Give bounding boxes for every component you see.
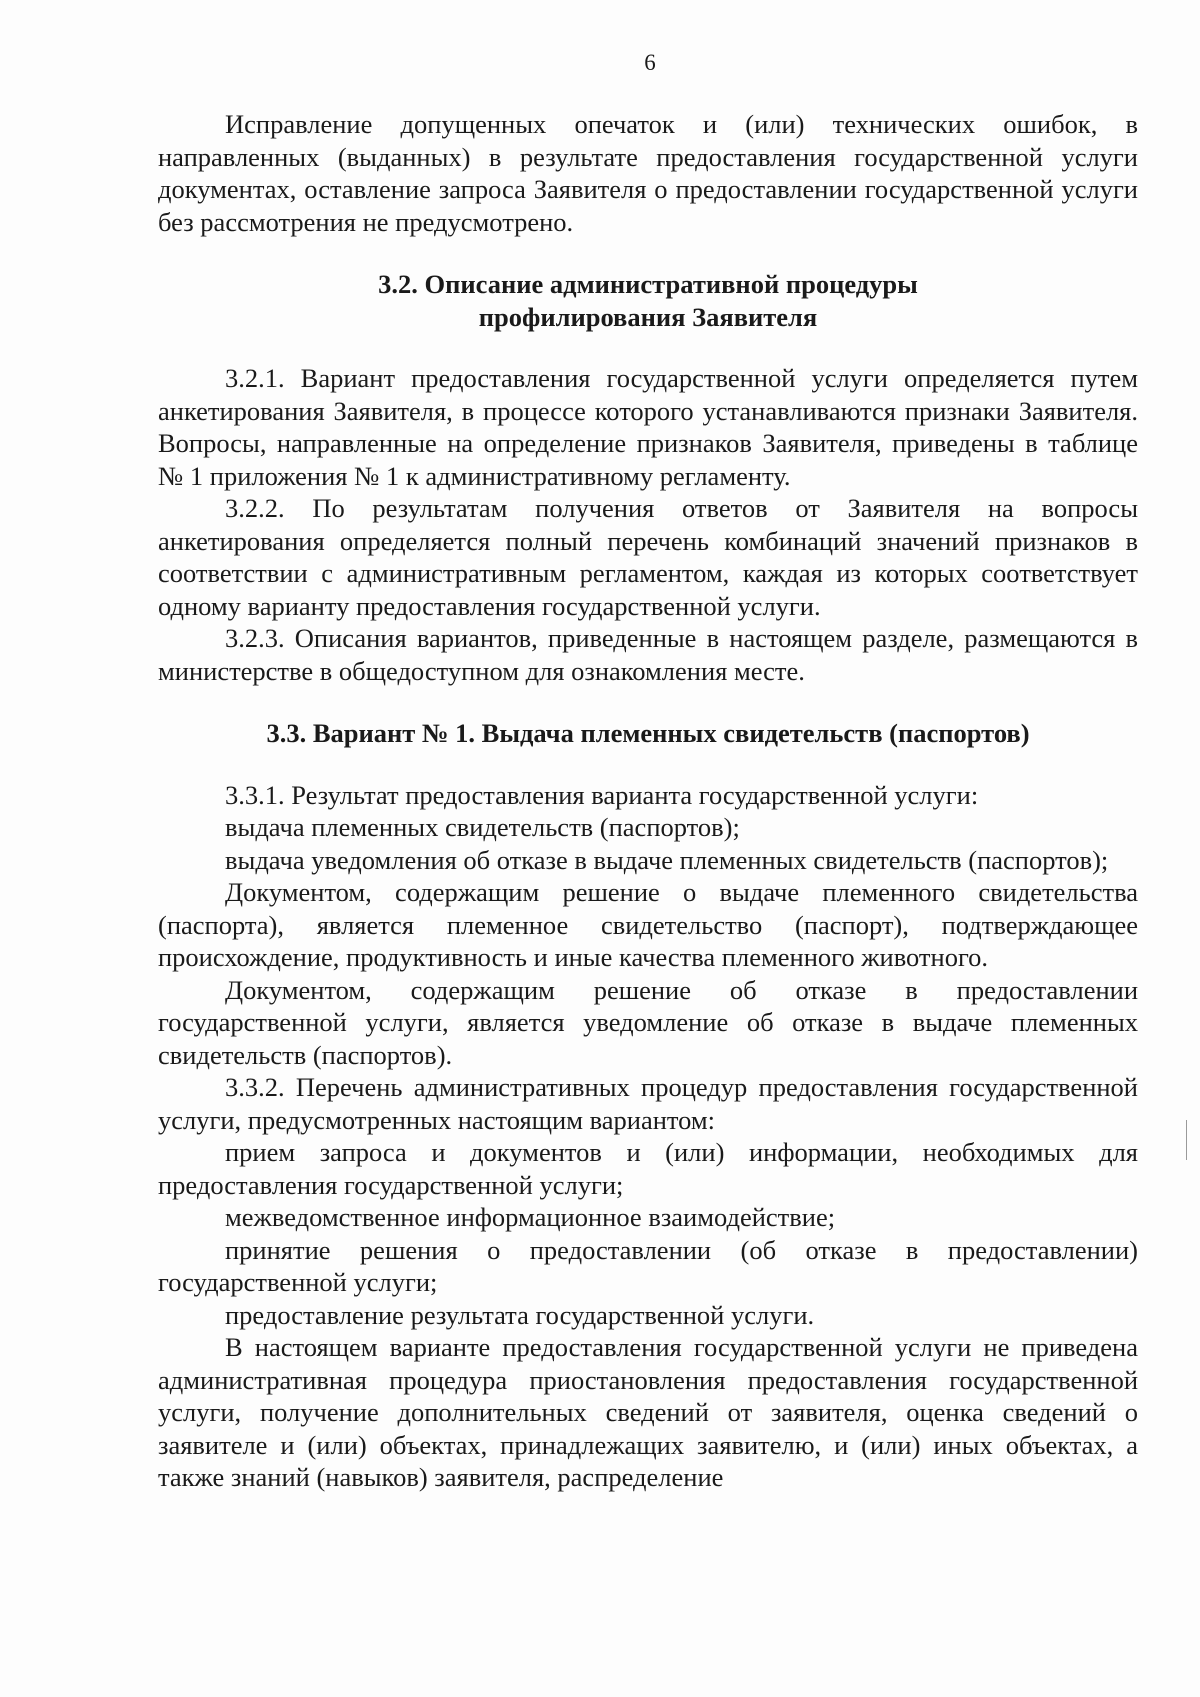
- paragraph-document-2: Документом, содержащим решение об отказе в предоставлении государственной услуги, является уведомление об отказе в выдаче племенных свидетельств (паспортов).: [158, 974, 1138, 1070]
- page-number: 6: [644, 50, 656, 75]
- document-body: [158, 108, 1138, 1494]
- heading-3-3: 3.3. Вариант № 1. Выдача племенных свидетельств (паспортов): [266, 718, 1030, 748]
- paragraph-3-2-3: 3.2.3. Описания вариантов, приведенные в настоящем разделе, размещаются в министерстве в общедоступном для ознакомления месте.: [158, 623, 1138, 686]
- paragraph-final: В настоящем варианте предоставления государственной услуги не приведена административная процедура приостановления предоставления государственной услуги, получение дополнительных сведений от заявителя, оценка сведений о заявителе и (или) объектах, принадлежащих заявителю, и (или) иных объектах, а также знаний (навыков) заявителя, распределение: [158, 1332, 1138, 1492]
- paragraph-intro: Исправление допущенных опечаток и (или) технических ошибок, в направленных (выданных) в результате предоставления государственной услуги документах, оставление запроса Заявителя о предоставлении государственной услуги без рассмотрения не предусмотрено.: [158, 109, 1138, 237]
- paragraph-document-1: Документом, содержащим решение о выдаче племенного свидетельства (паспорта), является племенное свидетельство (паспорт), подтверждающее происхождение, продуктивность и иные качества племенного животного.: [158, 877, 1138, 972]
- paragraph-procedure-4: предоставление результата государственной услуги.: [225, 1299, 815, 1330]
- paragraph-procedure-3: принятие решения о предоставлении (об отказе в предоставлении) государственной услуги;: [158, 1234, 1138, 1297]
- paragraph-3-3-1: 3.3.1. Результат предоставления варианта государственной услуги:: [225, 779, 979, 810]
- paragraph-procedure-2: межведомственное информационное взаимодействие;: [225, 1202, 836, 1232]
- spacer: [158, 238, 1138, 268]
- spacer: [158, 750, 1138, 779]
- scan-edge-mark: [1186, 1120, 1187, 1160]
- paragraph-3-2-1: 3.2.1. Вариант предоставления государственной услуги определяется путем анкетирования Заявителя, в процессе которого устанавливаются признаки Заявителя. Вопросы, направленные на определение признаков Заявителя, приведены в таблице № 1 приложения № 1 к административному регламенту.: [158, 363, 1138, 491]
- paragraph-procedure-1: прием запроса и документов и (или) информации, необходимых для предоставления государственной услуги;: [158, 1137, 1138, 1200]
- paragraph-result-1: выдача племенных свидетельств (паспортов);: [225, 812, 740, 842]
- paragraph-result-2: выдача уведомления об отказе в выдаче племенных свидетельств (паспортов);: [225, 844, 1109, 875]
- paragraph-3-3-2: 3.3.2. Перечень административных процедур предоставления государственной услуги, предусмотренных настоящим вариантом:: [158, 1072, 1138, 1135]
- paragraph-3-2-2: 3.2.2. По результатам получения ответов от Заявителя на вопросы анкетирования определяется полный перечень комбинаций значений признаков в соответствии с административным регламентом, каждая из которых соответствует одному варианту предоставления государственной услуги.: [158, 493, 1138, 621]
- spacer: [158, 333, 1138, 362]
- spacer: [158, 687, 1138, 717]
- heading-3-2-line2: профилирования Заявителя: [478, 301, 818, 332]
- heading-3-2-line1: 3.2. Описание административной процедуры: [378, 269, 918, 299]
